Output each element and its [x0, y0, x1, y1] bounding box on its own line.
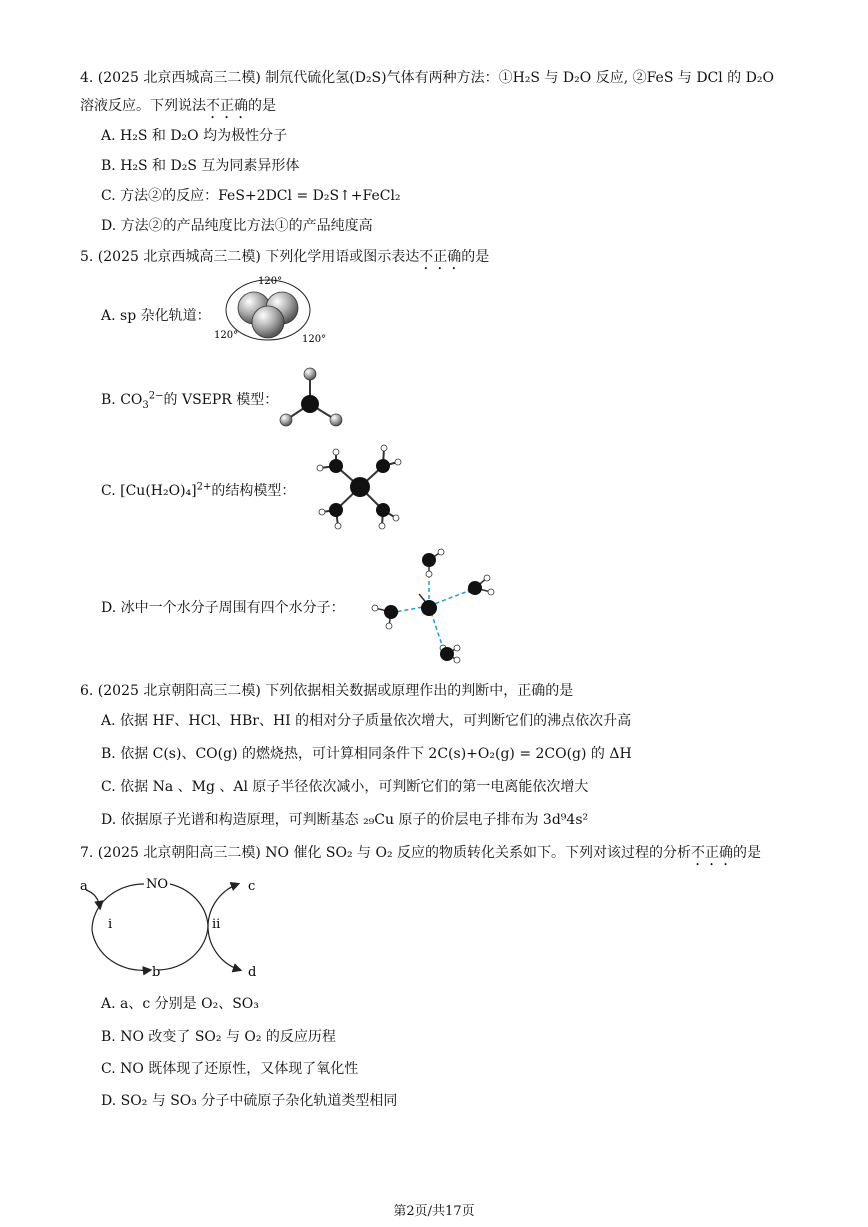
vsepr-model-figure: [272, 362, 352, 432]
q6-option-c: C. 依据 Na 、Mg 、Al 原子半径依次减小，可判断它们的第一电离能依次增大: [101, 779, 589, 795]
diagram-label-c: c: [248, 879, 256, 894]
q7-option-c: C. NO 既体现了还原性，又体现了氧化性: [101, 1061, 359, 1077]
q4-stem-line2: 溶液反应。下列说法不正确的是: [80, 98, 276, 114]
q4-option-b: B. H₂S 和 D₂S 互为同素异形体: [101, 158, 300, 174]
q6-option-d: D. 依据原子光谱和构造原理，可判断基态 ₂₉Cu 原子的价层电子排布为 3d⁹4s²: [101, 812, 589, 828]
q5-option-d: D. 冰中一个水分子周围有四个水分子：: [101, 600, 345, 616]
angle-label: 120°: [258, 276, 283, 287]
diagram-label-b: b: [152, 965, 161, 980]
q7-option-a: A. a、c 分别是 O₂、SO₃: [101, 996, 259, 1012]
diagram-label-ii: ii: [212, 917, 221, 932]
diagram-label-i: i: [108, 917, 113, 932]
q5-option-b: B. $CO_3^{2-}$的 VSEPR 模型：: [101, 390, 279, 411]
q4-option-a: A. H₂S 和 D₂O 均为极性分子: [101, 128, 288, 144]
orbital-lobe: [252, 306, 284, 338]
q7-option-d: D. SO₂ 与 SO₃ 分子中硫原子杂化轨道类型相同: [101, 1093, 398, 1109]
ice-hydrogen-bond-figure: [365, 540, 495, 670]
diagram-label-no: NO: [146, 877, 169, 892]
q7-stem: 7. (2025 北京朝阳高三二模) NO 催化 SO₂ 与 O₂ 反应的物质转化关系如下。下列对该过程的分析不正确的是: [80, 845, 762, 861]
cu-complex-figure: [310, 440, 410, 532]
q4-option-d: D. 方法②的产品纯度比方法①的产品纯度高: [101, 218, 373, 234]
angle-label: 120°: [302, 334, 327, 345]
q4-option-c: C. 方法②的反应：FeS+2DCl = D₂S↑+FeCl₂: [101, 188, 401, 204]
diagram-label-d: d: [248, 965, 257, 980]
q4-stem-line1: 4. (2025 北京西城高三二模) 制氘代硫化氢(D₂S)气体有两种方法：①H₂S 与 D₂O 反应, ②FeS 与 DCl 的 D₂O: [80, 70, 774, 86]
diagram-label-a: a: [80, 879, 88, 894]
no-cycle-diagram: [74, 870, 274, 982]
q6-option-a: A. 依据 HF、HCl、HBr、HI 的相对分子质量依次增大，可判断它们的沸点依次升高: [101, 713, 632, 729]
q7-option-b: B. NO 改变了 SO₂ 与 O₂ 的反应历程: [101, 1029, 336, 1045]
q5-option-a: A. sp 杂化轨道：: [101, 308, 211, 324]
angle-label: 120°: [214, 330, 239, 341]
q5-option-c: C. $[Cu(H_2O)_4]^{2+}$的结构模型：: [101, 481, 296, 499]
page-footer: 第2页/共17页: [393, 1204, 475, 1219]
sp-orbital-figure: [210, 272, 340, 352]
q6-stem: 6. (2025 北京朝阳高三二模) 下列依据相关数据或原理作出的判断中，正确的是: [80, 683, 574, 699]
q6-option-b: B. 依据 C(s)、CO(g) 的燃烧热，可计算相同条件下 2C(s)+O₂(g) = 2CO(g) 的 ΔH: [101, 746, 632, 762]
q5-stem: 5. (2025 北京西城高三二模) 下列化学用语或图示表达不正确的是: [80, 249, 490, 265]
